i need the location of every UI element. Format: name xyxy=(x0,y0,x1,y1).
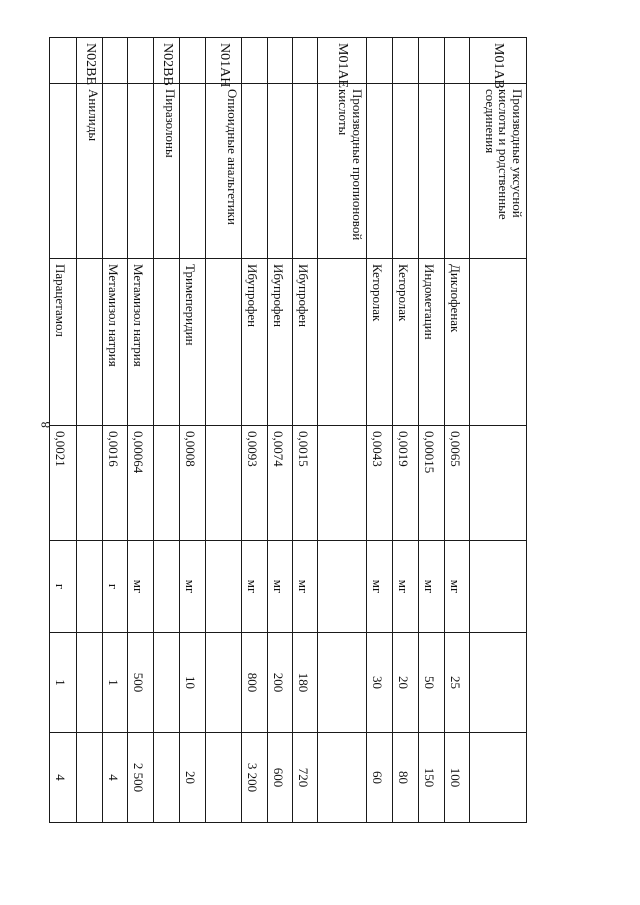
drug-table xyxy=(49,37,527,823)
atc-code-cell xyxy=(419,38,445,84)
ddd-cell xyxy=(318,733,367,823)
group-cell xyxy=(367,84,393,259)
atc-code-cell: M01AE xyxy=(318,38,367,84)
dose-cell: 50 xyxy=(419,633,445,733)
value-cell xyxy=(77,426,103,541)
group-cell xyxy=(242,84,268,259)
value-cell xyxy=(318,426,367,541)
dose-cell: 25 xyxy=(445,633,470,733)
table-row xyxy=(293,38,318,823)
drug-cell xyxy=(206,259,242,426)
value-cell: 0,0074 xyxy=(268,426,293,541)
dose-cell: 20 xyxy=(393,633,419,733)
atc-code-cell: N02BE xyxy=(77,38,103,84)
table-row xyxy=(180,38,206,823)
ddd-cell: 4 xyxy=(103,733,128,823)
unit-cell xyxy=(206,541,242,633)
group-cell xyxy=(103,84,128,259)
unit-cell xyxy=(154,541,180,633)
drug-cell: Ибупрофен xyxy=(242,259,268,426)
dose-cell: 30 xyxy=(367,633,393,733)
drug-cell: Тримеперидин xyxy=(180,259,206,426)
value-cell xyxy=(154,426,180,541)
drug-cell: Ибупрофен xyxy=(268,259,293,426)
unit-cell: мг xyxy=(393,541,419,633)
unit-cell: мг xyxy=(180,541,206,633)
dose-cell xyxy=(470,633,527,733)
drug-table-body xyxy=(50,38,527,823)
unit-cell: мг xyxy=(268,541,293,633)
unit-cell: мг xyxy=(367,541,393,633)
dose-cell: 10 xyxy=(180,633,206,733)
drug-cell: Метамизол натрия xyxy=(128,259,154,426)
dose-cell: 500 xyxy=(128,633,154,733)
dose-cell xyxy=(318,633,367,733)
value-cell xyxy=(470,426,527,541)
group-cell xyxy=(268,84,293,259)
atc-code-cell xyxy=(293,38,318,84)
ddd-cell: 20 xyxy=(180,733,206,823)
atc-code-cell xyxy=(180,38,206,84)
atc-code-cell xyxy=(242,38,268,84)
ddd-cell: 2 500 xyxy=(128,733,154,823)
group-cell: Производные уксусной кислоты и родственные соединения xyxy=(470,84,527,259)
group-cell: Производные пропионовой кислоты xyxy=(318,84,367,259)
table-row xyxy=(268,38,293,823)
drug-cell: Кеторолак xyxy=(393,259,419,426)
value-cell: 0,0021 xyxy=(50,426,77,541)
drug-cell: Диклофенак xyxy=(445,259,470,426)
ddd-cell: 4 xyxy=(50,733,77,823)
drug-cell: Ибупрофен xyxy=(293,259,318,426)
ddd-cell: 60 xyxy=(367,733,393,823)
atc-code-cell: N01AH xyxy=(206,38,242,84)
atc-code-cell xyxy=(268,38,293,84)
dose-cell: 1 xyxy=(103,633,128,733)
group-cell: Анилиды xyxy=(77,84,103,259)
unit-cell: мг xyxy=(242,541,268,633)
drug-cell xyxy=(154,259,180,426)
ddd-cell: 3 200 xyxy=(242,733,268,823)
group-cell xyxy=(180,84,206,259)
drug-cell: Метамизол натрия xyxy=(103,259,128,426)
unit-cell: г xyxy=(103,541,128,633)
ddd-cell: 80 xyxy=(393,733,419,823)
table-row xyxy=(154,38,180,823)
atc-code-cell xyxy=(50,38,77,84)
drug-cell xyxy=(318,259,367,426)
unit-cell xyxy=(77,541,103,633)
table-row xyxy=(419,38,445,823)
table-row xyxy=(128,38,154,823)
value-cell: 0,00064 xyxy=(128,426,154,541)
group-cell xyxy=(393,84,419,259)
dose-cell xyxy=(77,633,103,733)
drug-cell xyxy=(470,259,527,426)
dose-cell xyxy=(206,633,242,733)
atc-code-cell: N02BB xyxy=(154,38,180,84)
ddd-cell: 100 xyxy=(445,733,470,823)
unit-cell xyxy=(470,541,527,633)
table-row xyxy=(367,38,393,823)
table-row xyxy=(242,38,268,823)
value-cell: 0,0015 xyxy=(293,426,318,541)
group-cell xyxy=(445,84,470,259)
atc-code-cell xyxy=(128,38,154,84)
ddd-cell xyxy=(77,733,103,823)
table-row xyxy=(393,38,419,823)
ddd-cell: 720 xyxy=(293,733,318,823)
dose-cell: 800 xyxy=(242,633,268,733)
atc-code-cell xyxy=(393,38,419,84)
ddd-cell xyxy=(154,733,180,823)
ddd-cell: 600 xyxy=(268,733,293,823)
unit-cell: мг xyxy=(445,541,470,633)
dose-cell xyxy=(154,633,180,733)
value-cell: 0,00015 xyxy=(419,426,445,541)
atc-code-cell xyxy=(367,38,393,84)
unit-cell: мг xyxy=(419,541,445,633)
rotated-table-container xyxy=(52,37,527,822)
table-row xyxy=(103,38,128,823)
group-cell xyxy=(50,84,77,259)
table-row xyxy=(470,38,527,823)
dose-cell: 1 xyxy=(50,633,77,733)
table-row xyxy=(445,38,470,823)
unit-cell: мг xyxy=(293,541,318,633)
unit-cell: мг xyxy=(128,541,154,633)
unit-cell xyxy=(318,541,367,633)
atc-code-cell xyxy=(103,38,128,84)
value-cell: 0,0019 xyxy=(393,426,419,541)
value-cell: 0,0008 xyxy=(180,426,206,541)
atc-code-cell: M01AB xyxy=(470,38,527,84)
table-row xyxy=(318,38,367,823)
drug-cell: Кеторолак xyxy=(367,259,393,426)
ddd-cell: 150 xyxy=(419,733,445,823)
drug-cell: Индометацин xyxy=(419,259,445,426)
dose-cell: 200 xyxy=(268,633,293,733)
table-row xyxy=(77,38,103,823)
group-cell xyxy=(419,84,445,259)
unit-cell: г xyxy=(50,541,77,633)
group-cell xyxy=(128,84,154,259)
value-cell xyxy=(206,426,242,541)
ddd-cell xyxy=(470,733,527,823)
table-row xyxy=(50,38,77,823)
table-row xyxy=(206,38,242,823)
value-cell: 0,0016 xyxy=(103,426,128,541)
value-cell: 0,0065 xyxy=(445,426,470,541)
group-cell: Пиразолоны xyxy=(154,84,180,259)
dose-cell: 180 xyxy=(293,633,318,733)
value-cell: 0,0043 xyxy=(367,426,393,541)
page-number: 8 xyxy=(38,421,53,428)
group-cell xyxy=(293,84,318,259)
drug-cell xyxy=(77,259,103,426)
value-cell: 0,0093 xyxy=(242,426,268,541)
group-cell: Опиоидные анальгетики xyxy=(206,84,242,259)
ddd-cell xyxy=(206,733,242,823)
atc-code-cell xyxy=(445,38,470,84)
drug-cell: Парацетамол xyxy=(50,259,77,426)
